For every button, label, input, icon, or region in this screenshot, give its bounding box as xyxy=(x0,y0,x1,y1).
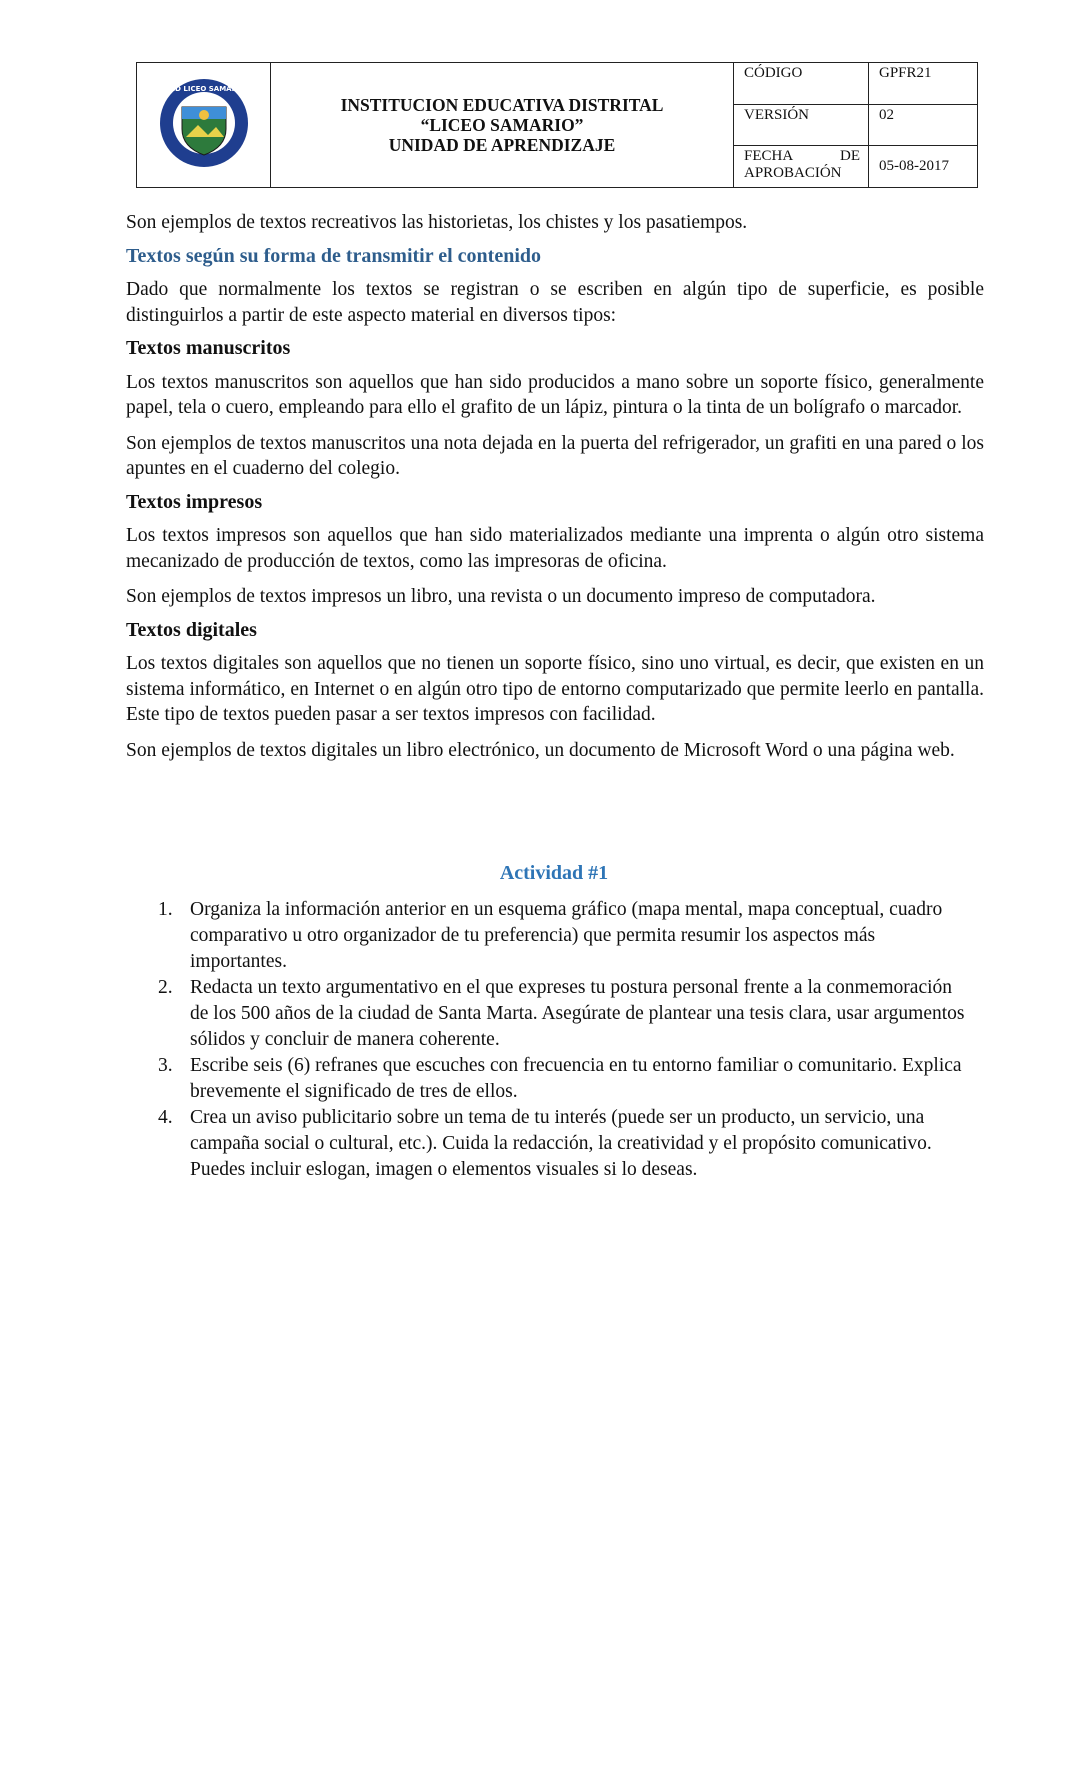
activity-item xyxy=(150,1105,970,1183)
fecha-value: 05-08-2017 xyxy=(869,146,978,188)
paragraph-forma: Dado que normalmente los textos se registran o se escriben en algún tipo de superficie, es posible distinguirlos a partir de este aspecto material en diversos tipos: xyxy=(126,279,984,326)
activity-item-text: Escribe seis (6) refranes que escuches con frecuencia en tu entorno familiar o comunitario. Explica brevemente el significado de tres de ellos. xyxy=(190,1055,962,1102)
activity-item-number: 4. xyxy=(158,1107,173,1128)
heading-digitales: Textos digitales xyxy=(126,618,257,641)
activity-item xyxy=(150,897,970,975)
institution-name: INSTITUCION EDUCATIVA DISTRITAL xyxy=(340,95,664,115)
paragraph-recreativos: Son ejemplos de textos recreativos las historietas, los chistes y los pasatiempos. xyxy=(126,212,748,233)
codigo-value: GPFR21 xyxy=(869,63,978,105)
fecha-label-de: DE xyxy=(840,148,860,165)
logo-cell xyxy=(137,63,271,188)
activity-item-number: 2. xyxy=(158,977,173,998)
document-header xyxy=(136,62,978,188)
activity-item-text: Organiza la información anterior en un esquema gráfico (mapa mental, mapa conceptual, cuadro comparativo u otro organizador de tu preferencia) que permita resumir los aspectos más importantes. xyxy=(190,899,943,972)
fecha-label xyxy=(734,146,869,188)
fecha-label-word: FECHA xyxy=(744,148,794,165)
version-label: VERSIÓN xyxy=(734,104,869,146)
activity-item xyxy=(150,1053,970,1105)
school-name: “LICEO SAMARIO” xyxy=(420,115,584,135)
paragraph-impresos-1: Los textos impresos son aquellos que han sido materializados mediante una imprenta o algún otro sistema mecanizado de producción de textos, como las impresoras de oficina. xyxy=(126,525,984,572)
paragraph-manuscritos-2: Son ejemplos de textos manuscritos una nota dejada en la puerta del refrigerador, un grafiti en una pared o los apuntes en el cuaderno del colegio. xyxy=(126,432,984,479)
codigo-label: CÓDIGO xyxy=(734,63,869,105)
document-body xyxy=(126,210,984,763)
paragraph-digitales-2: Son ejemplos de textos digitales un libro electrónico, un documento de Microsoft Word o una página web. xyxy=(126,739,955,761)
heading-impresos: Textos impresos xyxy=(126,490,263,513)
activity-list xyxy=(150,897,970,1183)
school-logo xyxy=(158,77,250,169)
activity-title: Actividad #1 xyxy=(499,862,609,884)
activity-item-number: 1. xyxy=(158,899,173,920)
activity-item xyxy=(150,975,970,1053)
activity-item-text: Crea un aviso publicitario sobre un tema de tu interés (puede ser un producto, un servicio, una campaña social o cultural, etc.). Cuida la redacción, la creatividad y el propósito comunicativo. Puedes incluir eslogan, imagen o elementos visuales si lo deseas. xyxy=(190,1107,932,1180)
activity-item-number: 3. xyxy=(158,1055,173,1076)
header-title xyxy=(271,63,734,188)
paragraph-impresos-2: Son ejemplos de textos impresos un libro, una revista o un documento impreso de computadora. xyxy=(126,586,876,607)
heading-forma: Textos según su forma de transmitir el contenido xyxy=(126,244,541,267)
activity-item-text: Redacta un texto argumentativo en el que expreses tu postura personal frente a la conmemoración de los 500 años de la ciudad de Santa Marta. Asegúrate de plantear una tesis clara, usar argumentos sólidos y concluir de manera coherente. xyxy=(190,977,965,1050)
heading-manuscritos: Textos manuscritos xyxy=(126,337,291,359)
fecha-label-aprobacion: APROBACIÓN xyxy=(744,165,842,182)
logo-text: I.E.D LICEO SAMARIO xyxy=(161,84,246,93)
paragraph-manuscritos-1: Los textos manuscritos son aquellos que han sido producidos a mano sobre un soporte físico, generalmente papel, tela o cuero, empleando para ello el grafito de un lápiz, pintura o la tinta de un bolígrafo o marcador. xyxy=(126,371,984,418)
unit-name: UNIDAD DE APRENDIZAJE xyxy=(388,135,616,155)
paragraph-digitales-1: Los textos digitales son aquellos que no tienen un soporte físico, sino uno virtual, es decir, que existen en un sistema informático, en Internet o en algún otro tipo de entorno computarizado que permite leerlo en pantalla. Este tipo de textos pueden pasar a ser textos impresos con facilidad. xyxy=(126,653,984,725)
version-value: 02 xyxy=(869,104,978,146)
